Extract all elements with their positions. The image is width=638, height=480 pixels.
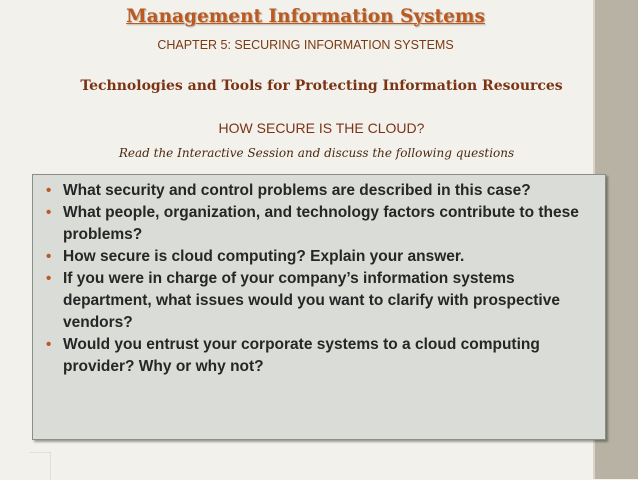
question-item — [46, 246, 593, 268]
question-text: Would you entrust your corporate systems to a cloud computing provider? Why or why not? — [63, 336, 540, 375]
slide-title: Management Information Systems — [126, 6, 485, 27]
section-title: Technologies and Tools for Protecting Information Resources — [80, 78, 563, 94]
bullet-icon: • — [46, 182, 52, 199]
bullet-icon: • — [46, 270, 52, 287]
question-item — [46, 268, 593, 334]
question-text: If you were in charge of your company’s information systems department, what issues would you want to clarify with prospective vendors? — [63, 270, 560, 331]
question-item — [46, 202, 593, 246]
question-text: What people, organization, and technology factors contribute to these problems? — [63, 204, 579, 243]
chapter-subtitle: CHAPTER 5: SECURING INFORMATION SYSTEMS — [157, 38, 454, 52]
question-item — [46, 334, 593, 378]
instruction-text: Read the Interactive Session and discuss the following questions — [118, 146, 515, 160]
bullet-icon: • — [46, 204, 52, 221]
question-text: What security and control problems are described in this case? — [63, 182, 531, 199]
questions-list — [46, 180, 593, 378]
question-text: How secure is cloud computing? Explain your answer. — [63, 248, 465, 265]
questions-box — [32, 174, 606, 440]
case-title: HOW SECURE IS THE CLOUD? — [218, 120, 425, 136]
bullet-icon: • — [46, 248, 52, 265]
corner-decoration — [30, 452, 51, 480]
question-item — [46, 180, 593, 202]
bullet-icon: • — [46, 336, 52, 353]
